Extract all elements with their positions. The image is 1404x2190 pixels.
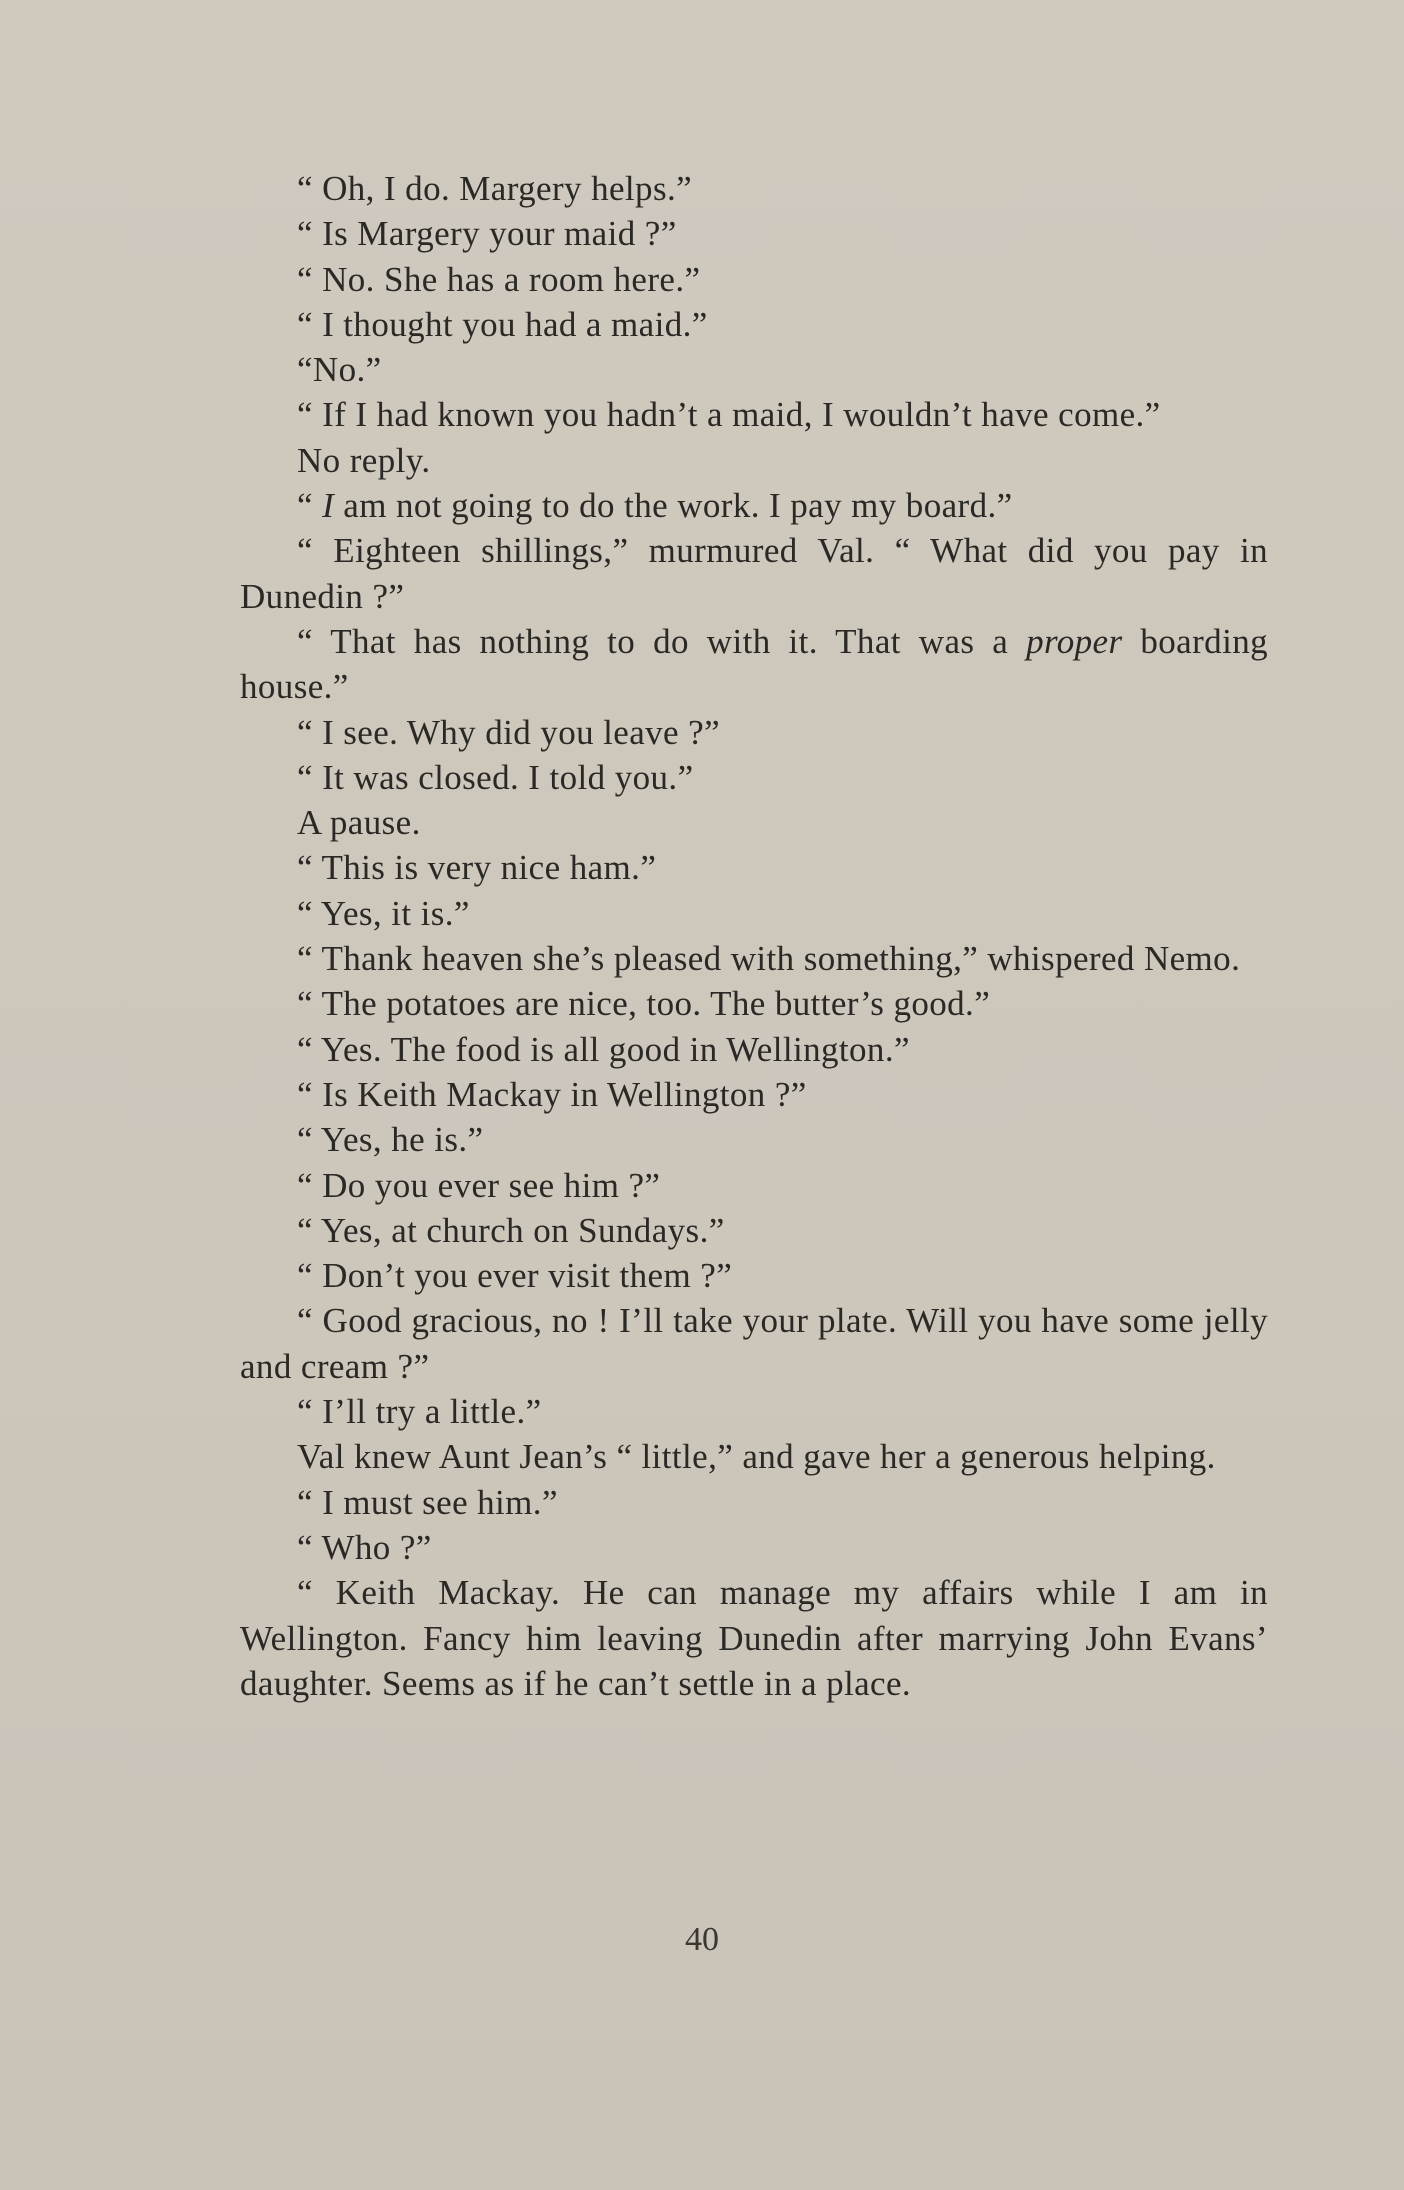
paragraph: “ Eighteen shillings,” murmured Val. “ What did you pay in Dunedin ?”	[240, 531, 1268, 616]
paragraph: “ Oh, I do. Margery helps.”	[297, 169, 693, 208]
paragraph: “ I’ll try a little.”	[297, 1392, 542, 1432]
paragraph: “ The potatoes are nice, too. The butter’s good.”	[297, 984, 991, 1024]
paragraph: “ Do you ever see him ?”	[297, 1165, 661, 1205]
paragraph: “ This is very nice ham.”	[297, 848, 657, 888]
paragraph: “ Don’t you ever visit them ?”	[297, 1256, 733, 1296]
paragraph: “ Keith Mackay. He can manage my affairs while I am in Wellington. Fancy him leaving Dunedin after marrying John Evans’ daughter. Seems as if he can’t settle in a place.	[240, 1573, 1268, 1703]
paragraph: “ Yes, it is.”	[297, 893, 470, 933]
emphasis: proper	[1026, 621, 1123, 661]
paragraph: “No.”	[297, 350, 382, 390]
paragraph: “ Is Margery your maid ?”	[297, 214, 677, 254]
paragraph: “ I see. Why did you leave ?”	[297, 712, 721, 752]
paragraph: A pause.	[297, 803, 421, 843]
paragraph: “ I am not going to do the work. I pay my board.”	[297, 486, 1013, 526]
paragraph: “ That has nothing to do with it. That was a proper boarding house.”	[240, 621, 1268, 707]
paragraph: “ I thought you had a maid.”	[297, 304, 708, 344]
emphasis: I	[322, 486, 335, 526]
paragraph: “ Yes, at church on Sundays.”	[297, 1210, 725, 1250]
paragraph: No reply.	[297, 440, 431, 480]
paragraph: “ Is Keith Mackay in Wellington ?”	[297, 1074, 807, 1114]
paragraph: “ Yes. The food is all good in Wellington.”	[297, 1029, 910, 1069]
paragraph: “ Who ?”	[297, 1527, 432, 1567]
body-text	[240, 166, 1268, 1706]
paragraph: “ It was closed. I told you.”	[297, 757, 694, 797]
paragraph: “ Good gracious, no ! I’ll take your plate. Will you have some jelly and cream ?”	[240, 1301, 1268, 1386]
paragraph: “ If I had known you hadn’t a maid, I wouldn’t have come.”	[297, 395, 1161, 435]
page-number: 40	[685, 1921, 719, 1958]
paragraph: “ Yes, he is.”	[297, 1120, 484, 1160]
paragraph: “ No. She has a room here.”	[297, 259, 701, 299]
paragraph: “ Thank heaven she’s pleased with something,” whispered Nemo.	[297, 939, 1241, 979]
paragraph: “ I must see him.”	[297, 1482, 558, 1522]
paragraph: Val knew Aunt Jean’s “ little,” and gave her a generous helping.	[297, 1437, 1216, 1477]
